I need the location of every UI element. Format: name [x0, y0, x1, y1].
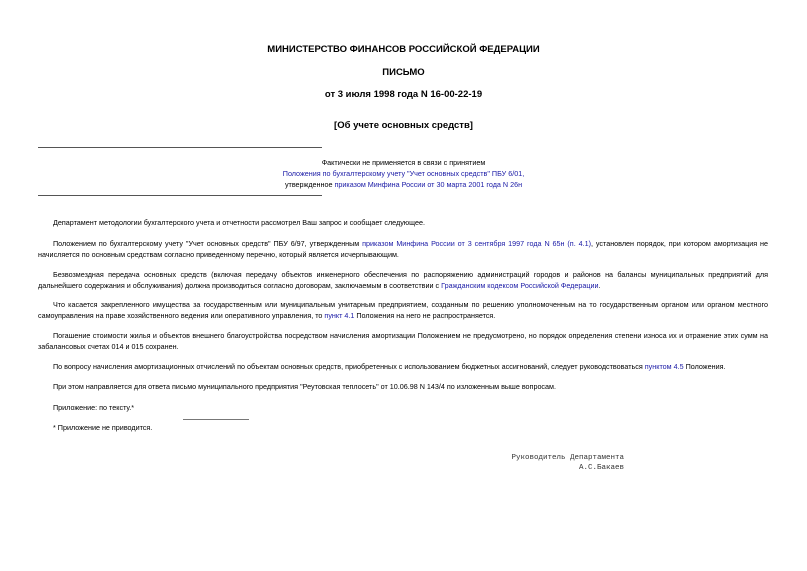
- status-bottom-rule: [38, 195, 322, 196]
- paragraph-2-text-post: , установлен порядок, при котором амортизация не начисляется по основным средствам согласно приведенному перечню, который является исчерпывающим.: [38, 239, 768, 259]
- paragraph-1: Департамент методологии бухгалтерского учета и отчетности рассмотрел Ваш запрос и сообщает следующее.: [53, 218, 425, 227]
- order-65n-link[interactable]: приказом Минфина России от 3 сентября 1997 года N 65н: [362, 239, 565, 248]
- paragraph-4-text-post: Положения на него не распространяется.: [354, 311, 496, 320]
- point-4-5-link[interactable]: пунктом 4.5: [644, 362, 684, 371]
- paragraph-2-text-pre: Положением по бухгалтерскому учету "Учет основных средств" ПБУ 6/97, утвержденным: [53, 239, 363, 248]
- pbu-601-link[interactable]: Положения по бухгалтерскому учету "Учет основных средств" ПБУ 6/01,: [282, 169, 525, 178]
- footnote-rule: [183, 419, 249, 420]
- paragraph-5: Погашение стоимости жилья и объектов внешнего благоустройства посредством начисления амортизации Положением не предусмотрено, но порядок определения степени износа их и отражение этих сумм на забалансовых счетах 014 и 015 сохранен.: [38, 331, 768, 351]
- point-4-1-link[interactable]: пункт 4.1: [324, 311, 355, 320]
- status-note-line3-text: утвержденное: [284, 180, 335, 189]
- paragraph-3: [38, 269, 768, 291]
- paragraph-2: [38, 238, 768, 260]
- status-note-line1: Фактически не применяется в связи с принятием: [321, 158, 486, 167]
- attachment-line: Приложение: по тексту.*: [53, 403, 135, 412]
- footnote: * Приложение не приводится.: [53, 423, 153, 432]
- paragraph-6: [38, 361, 768, 372]
- clause-4-1-link[interactable]: (п. 4.1): [564, 239, 591, 248]
- paragraph-7: При этом направляется для ответа письмо муниципального предприятия "Реутовская теплосеть" от 10.06.98 N 143/4 по изложенным выше вопросам.: [53, 382, 556, 391]
- ministry-heading: МИНИСТЕРСТВО ФИНАНСОВ РОССИЙСКОЙ ФЕДЕРАЦИИ: [267, 44, 540, 55]
- date-number-heading: от 3 июля 1998 года N 16-00-22-19: [324, 89, 483, 100]
- signature-title: Руководитель Департамента: [511, 454, 624, 462]
- paragraph-3-text-pre: Безвозмездная передача основных средств (включая передачу объектов инженерного обеспечения по распоряжению администраций городов и районов на балансы муниципальных предприятий для дальнейшего содержания и обслуживания) должна производиться согласно договорам, заключаемым в соответствии с: [38, 270, 768, 290]
- subject-heading: [Об учете основных средств]: [334, 120, 473, 131]
- doc-type-heading: ПИСЬМО: [382, 67, 425, 78]
- paragraph-4-text-pre: Что касается закрепленного имущества за государственным или муниципальным унитарным предприятием, созданным по решению уполномоченным на то государственным органом или органом местного самоуправления на праве хозяйственного ведения или оперативного управления, то: [38, 300, 768, 320]
- status-top-rule: [38, 147, 322, 148]
- paragraph-6-text-post: Положения.: [683, 362, 726, 371]
- paragraph-4: [38, 299, 768, 321]
- signature-name: А.С.Бакаев: [578, 464, 624, 472]
- status-note-line3: [0, 179, 807, 191]
- order-26n-link[interactable]: приказом Минфина России от 30 марта 2001 года N 26н: [334, 180, 523, 189]
- paragraph-3-text-post: .: [598, 281, 601, 290]
- paragraph-6-text-pre: По вопросу начисления амортизационных отчислений по объектам основных средств, приобретенных с использованием бюджетных ассигнований, следует руководствоваться: [53, 362, 645, 371]
- civil-code-link[interactable]: Гражданским кодексом Российской Федерации: [441, 281, 599, 290]
